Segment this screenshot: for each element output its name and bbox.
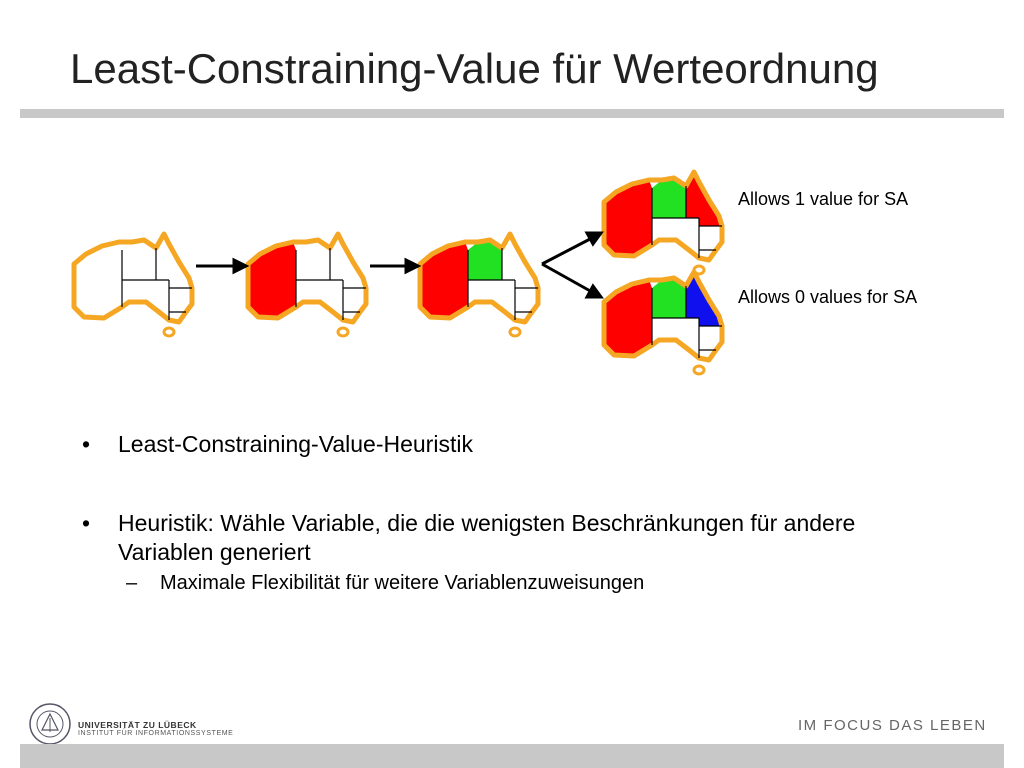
- university-name: UNIVERSITÄT ZU LÜBECK: [78, 720, 197, 730]
- map-wa-red: [248, 234, 366, 336]
- bullet-marker: •: [82, 431, 91, 457]
- caption-allows-zero: Allows 0 values for SA: [738, 287, 918, 307]
- sub-bullet-text: Maximale Flexibilität für weitere Variablenzuweisungen: [160, 572, 645, 594]
- bullet-list: [82, 430, 942, 597]
- institute-name: INSTITUT FÜR INFORMATIONSSYSTEME: [78, 730, 234, 737]
- bullet-marker: •: [82, 510, 91, 536]
- bullet-text: Least-Constraining-Value-Heuristik: [118, 431, 473, 457]
- slide-title: Least-Constraining-Value für Werteordnung: [70, 45, 879, 92]
- map-uncolored: [74, 234, 192, 336]
- arrow-2: [370, 260, 418, 272]
- sub-bullet-item: [82, 569, 942, 597]
- map-q-red: [604, 172, 722, 274]
- bullet-item: [82, 509, 942, 567]
- bullet-text: Heuristik: Wähle Variable, die die wenigsten Beschränkungen für andere Variablen generiert: [118, 510, 856, 565]
- map-wa-red-nt-green: [420, 234, 538, 336]
- map-q-blue: [604, 272, 722, 374]
- arrow-branch-up: [542, 233, 601, 264]
- arrow-branch-down: [542, 264, 601, 297]
- university-motto: IM FOCUS DAS LEBEN: [798, 717, 987, 734]
- footer-bar: [20, 744, 1004, 768]
- caption-allows-one: Allows 1 value for SA: [738, 189, 909, 209]
- sub-bullet-marker: –: [126, 572, 138, 594]
- university-seal-logo: [28, 702, 72, 746]
- bullet-item: [82, 430, 942, 459]
- arrow-1: [196, 260, 246, 272]
